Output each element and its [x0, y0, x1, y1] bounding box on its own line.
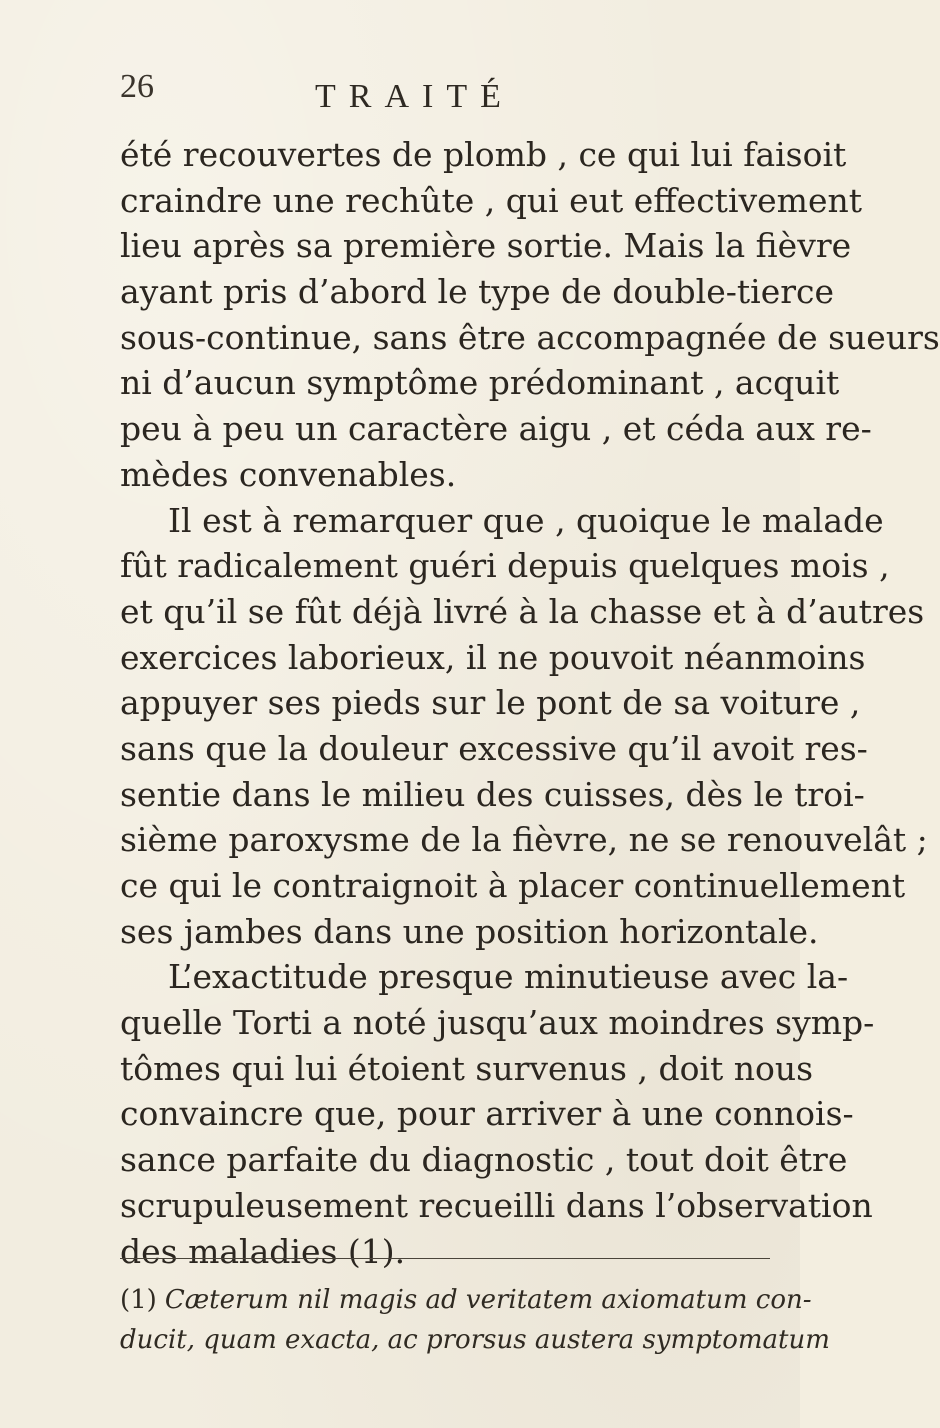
text-line: sentie dans le milieu des cuisses, dès le troi-	[120, 774, 865, 814]
body-text	[120, 132, 940, 1274]
footnote	[120, 1280, 830, 1360]
text-line: craindre une rechûte , qui eut effectivement	[120, 180, 863, 220]
text-line: mèdes convenables.	[120, 454, 457, 494]
text-line: quelle Torti a noté jusqu’aux moindres symp-	[120, 1003, 875, 1043]
text-line: ayant pris d’abord le type de double-tierce	[120, 272, 835, 312]
page-number: 26	[120, 68, 154, 105]
text-line: sième paroxysme de la fièvre, ne se renouvelât ;	[120, 820, 928, 860]
text-line: sance parfaite du diagnostic , tout doit être	[120, 1140, 848, 1180]
text-line: ni d’aucun symptôme prédominant , acquit	[120, 363, 840, 403]
footnote-rule	[120, 1258, 770, 1259]
text-line: et qu’il se fût déjà livré à la chasse et à d’autres	[120, 591, 925, 631]
text-line: été recouvertes de plomb , ce qui lui faisoit	[120, 135, 847, 174]
text-line: scrupuleusement recueilli dans l’observation	[120, 1185, 873, 1225]
text-line: lieu après sa première sortie. Mais la fièvre	[120, 226, 852, 266]
text-line: peu à peu un caractère aigu , et céda aux re-	[120, 409, 872, 449]
text-line: fût radicalement guéri depuis quelques mois ,	[120, 546, 890, 586]
text-line: sans que la douleur excessive qu’il avoit res-	[120, 728, 868, 768]
text-line: tômes qui lui étoient survenus , doit nous	[120, 1048, 814, 1088]
footnote-text: ducit, quam exacta, ac prorsus austera symptomatum	[120, 1325, 830, 1355]
text-line: des maladies (1).	[120, 1231, 406, 1271]
text-line: convaincre que, pour arriver à une connois-	[120, 1094, 854, 1134]
text-line: sous-continue, sans être accompagnée de sueurs	[120, 317, 940, 357]
running-title: TRAITÉ	[315, 78, 514, 115]
text-line: L’exactitude presque minutieuse avec la-	[168, 957, 849, 997]
footnote-line-1	[120, 1280, 812, 1320]
text-line: appuyer ses pieds sur le pont de sa voiture ,	[120, 683, 861, 723]
footnote-marker: (1)	[120, 1285, 157, 1315]
footnote-text: Cæterum nil magis ad veritatem axiomatum con-	[164, 1285, 812, 1315]
text-line: Il est à remarquer que , quoique le malade	[168, 500, 884, 540]
text-line: ce qui le contraignoit à placer continuellement	[120, 866, 906, 905]
page-header	[120, 68, 720, 118]
footnote-line-2	[120, 1320, 830, 1360]
text-line: exercices laborieux, il ne pouvoit néanmoins	[120, 637, 866, 677]
text-line: ses jambes dans une position horizontale.	[120, 911, 819, 951]
